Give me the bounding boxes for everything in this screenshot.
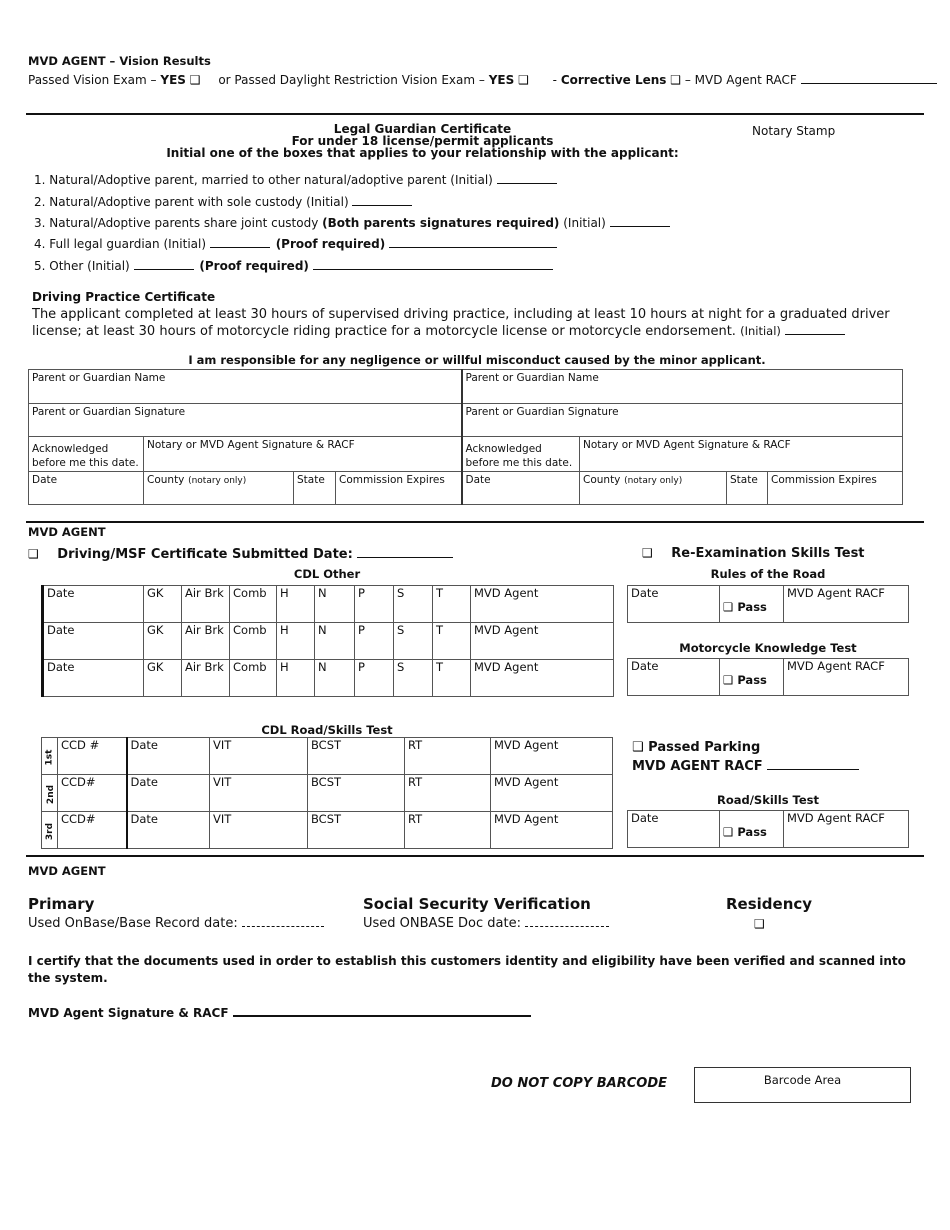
driving-msf-checkbox[interactable]: ❑ <box>28 547 39 561</box>
practice-title: Driving Practice Certificate <box>32 290 216 304</box>
field-label: Date <box>32 474 58 486</box>
initial-field[interactable] <box>785 323 845 335</box>
cell-label: CCD# <box>61 812 96 826</box>
cell-label: RT <box>408 812 423 826</box>
initial-field[interactable] <box>134 258 194 270</box>
cdl-cell-t[interactable] <box>433 586 471 623</box>
field-label: State <box>730 474 758 486</box>
cell-label: Date <box>47 660 75 674</box>
field-label: Notary or MVD Agent Signature & RACF <box>147 439 355 451</box>
county-field-2[interactable] <box>580 472 727 505</box>
rules-racf-field[interactable] <box>784 586 909 623</box>
driving-msf-row <box>28 546 453 562</box>
parking-racf-label: MVD AGENT RACF <box>632 759 763 774</box>
moto-date-field[interactable] <box>628 659 720 696</box>
field-label: Notary or MVD Agent Signature & RACF <box>583 439 791 451</box>
cdl-cell-s[interactable] <box>394 586 433 623</box>
table-row <box>42 775 613 812</box>
guardian-name-field-2[interactable] <box>462 370 903 404</box>
road-cell-bcst[interactable] <box>308 812 405 849</box>
both-parents-note: (Both parents signatures required) <box>322 216 560 230</box>
cell-label: Air Brk <box>185 660 224 674</box>
attempt-label <box>42 738 58 775</box>
pass-label: ❑ Pass <box>723 673 767 687</box>
table-row <box>43 586 614 623</box>
field-label: County <box>583 474 621 486</box>
field-label: Parent or Guardian Name <box>465 372 599 384</box>
attempt-ordinal: 1st <box>44 749 55 765</box>
cdl-cell-mvd-agent[interactable] <box>471 586 614 623</box>
guardian-name-field[interactable] <box>29 370 462 404</box>
cell-label: S <box>397 586 405 600</box>
guardian-instruction: Initial one of the boxes that applies to your relationship with the applicant: <box>166 146 679 160</box>
cell-label: MVD Agent <box>474 586 539 600</box>
cell-label: Comb <box>233 586 267 600</box>
signature-label: MVD Agent Signature & RACF <box>28 1006 229 1020</box>
field-label: Parent or Guardian Name <box>32 372 166 384</box>
cdl-cell-n[interactable] <box>315 660 355 697</box>
cell-label: RT <box>408 738 423 752</box>
parking-block <box>632 738 859 776</box>
agent-racf-field[interactable] <box>801 72 937 84</box>
cell-label: BCST <box>311 738 342 752</box>
agent-racf-label: – MVD Agent RACF <box>684 73 797 87</box>
cell-label: MVD Agent <box>494 738 559 752</box>
cdl-cell-gk[interactable] <box>144 586 182 623</box>
cdl-cell-mvd-agent[interactable] <box>471 660 614 697</box>
residency-title: Residency <box>726 895 813 913</box>
state-field-2[interactable] <box>727 472 768 505</box>
cell-label: GK <box>147 623 164 637</box>
reexam-row <box>642 546 865 561</box>
field-label: MVD Agent RACF <box>787 586 885 600</box>
cdl-cell-n[interactable] <box>315 586 355 623</box>
daylight-label: or Passed Daylight Restriction Vision Exam – <box>218 73 485 87</box>
field-label: Acknowledged before me this date. <box>32 443 139 469</box>
field-label: Commission Expires <box>771 474 877 486</box>
item-label: 4. Full legal guardian (Initial) <box>34 237 207 251</box>
cdl-cell-p[interactable] <box>355 586 394 623</box>
ccd-field[interactable] <box>58 812 127 849</box>
signature-row <box>28 1004 531 1020</box>
acknowledged-label <box>29 437 144 472</box>
yes-label-2: YES <box>488 73 515 87</box>
road-cell-mvd-agent[interactable] <box>491 775 613 812</box>
guardian-item-3 <box>34 215 670 230</box>
cell-label: MVD Agent <box>474 623 539 637</box>
corrective-lens-label: Corrective Lens <box>560 73 667 87</box>
cell-label: MVD Agent <box>494 812 559 826</box>
field-label: Parent or Guardian Signature <box>465 406 619 418</box>
cell-label: GK <box>147 586 164 600</box>
pass-label: ❑ Pass <box>723 825 767 839</box>
date-field-2[interactable] <box>462 472 580 505</box>
road-skills-rows <box>42 738 613 849</box>
field-label: Date <box>631 811 659 825</box>
proof-required-label: (Proof required) <box>275 237 386 251</box>
cell-label: RT <box>408 775 423 789</box>
cdl-cell-gk[interactable] <box>144 623 182 660</box>
guardian-signature-field[interactable] <box>29 404 462 437</box>
cdl-other-rows <box>43 586 614 697</box>
cell-label: Air Brk <box>185 623 224 637</box>
field-label: Parent or Guardian Signature <box>32 406 186 418</box>
road-skills-title: CDL Road/Skills Test <box>261 723 393 737</box>
primary-row <box>28 915 324 931</box>
cell-label: N <box>318 660 327 674</box>
road-skills-table <box>41 737 613 849</box>
cdl-cell-n[interactable] <box>315 623 355 660</box>
road-cell-vit[interactable] <box>210 812 308 849</box>
reexam-label: Re-Examination Skills Test <box>671 546 865 561</box>
road-skills-sub-title: Road/Skills Test <box>716 793 819 807</box>
pass-label: ❑ Pass <box>723 600 767 614</box>
driving-msf-label: Driving/MSF Certificate Submitted Date: <box>57 547 353 562</box>
road-skills-pass-table <box>627 810 909 848</box>
table-row <box>42 738 613 775</box>
ssv-row <box>363 915 609 931</box>
practice-line-2-text: license; at least 30 hours of motorcycle riding practice for a motorcycle license or motorcycle endorsement. <box>32 324 736 339</box>
cell-label: H <box>280 586 289 600</box>
moto-pass-checkbox[interactable] <box>720 659 784 696</box>
practice-text <box>32 306 890 340</box>
notary-signature-field[interactable] <box>144 437 462 472</box>
primary-block <box>28 895 324 931</box>
residency-checkbox[interactable]: ❑ <box>754 917 765 931</box>
verification-title: MVD AGENT <box>28 864 106 878</box>
cdl-cell-date[interactable] <box>43 623 144 660</box>
table-row <box>42 812 613 849</box>
cell-label: H <box>280 660 289 674</box>
moto-title: Motorcycle Knowledge Test <box>679 641 857 655</box>
vision-title: MVD AGENT – Vision Results <box>28 54 211 68</box>
ssv-block <box>363 895 609 931</box>
barcode-area-label: Barcode Area <box>763 1073 842 1087</box>
road-cell-mvd-agent[interactable] <box>491 738 613 775</box>
road-cell-rt[interactable] <box>405 812 491 849</box>
road-cell-bcst[interactable] <box>308 738 405 775</box>
attempt-label <box>42 775 58 812</box>
cell-label: GK <box>147 660 164 674</box>
daylight-checkbox[interactable]: ❑ <box>518 73 529 87</box>
county-field[interactable] <box>144 472 294 505</box>
proof-field[interactable] <box>313 258 553 270</box>
passed-vision-label: Passed Vision Exam – <box>28 73 157 87</box>
cdl-cell-air-brk[interactable] <box>182 660 230 697</box>
proof-field[interactable] <box>389 236 557 248</box>
cell-label: Comb <box>233 623 267 637</box>
cell-label: CCD# <box>61 775 96 789</box>
guardian-header <box>150 123 695 159</box>
cell-label: Date <box>47 586 75 600</box>
yes-label: YES <box>160 73 186 87</box>
initial-field[interactable] <box>610 215 670 227</box>
road-cell-vit[interactable] <box>210 738 308 775</box>
ssv-used-label: Used ONBASE Doc date: <box>363 916 521 931</box>
guardian-signature-field-2[interactable] <box>462 404 903 437</box>
attempt-ordinal: 3rd <box>45 822 56 840</box>
initial-label: (Initial) <box>740 324 781 338</box>
primary-title: Primary <box>28 895 95 913</box>
vision-row <box>28 72 937 87</box>
table-row <box>43 660 614 697</box>
corrective-prefix: - <box>552 73 557 87</box>
field-label: MVD Agent RACF <box>787 659 885 673</box>
certify-statement: I certify that the documents used in order to establish this customers identity and eligibility have been verified and scanned into the system. <box>28 954 906 985</box>
cell-label: Comb <box>233 660 267 674</box>
initial-field[interactable] <box>210 236 270 248</box>
corrective-lens-checkbox[interactable]: ❑ <box>670 73 682 87</box>
moto-table <box>627 658 909 696</box>
divider <box>26 855 924 857</box>
cell-label: Date <box>130 812 158 826</box>
cell-label: T <box>436 586 444 600</box>
cdl-cell-s[interactable] <box>394 623 433 660</box>
field-label: Date <box>631 586 659 600</box>
attempt-ordinal: 2nd <box>46 784 57 804</box>
rules-date-field[interactable] <box>628 586 720 623</box>
cell-label: BCST <box>311 812 342 826</box>
cell-label: Date <box>130 775 158 789</box>
item-label: 5. Other (Initial) <box>34 259 130 273</box>
cdl-cell-h[interactable] <box>277 660 315 697</box>
guardian-title: Legal Guardian Certificate <box>333 122 512 136</box>
cdl-cell-date[interactable] <box>43 586 144 623</box>
do-not-copy-warning: DO NOT COPY BARCODE <box>491 1076 667 1091</box>
cell-label: BCST <box>311 775 342 789</box>
cdl-cell-t[interactable] <box>433 623 471 660</box>
parking-racf-field[interactable] <box>767 758 859 770</box>
cdl-cell-h[interactable] <box>277 623 315 660</box>
agent-section-title: MVD AGENT <box>28 525 106 539</box>
rules-title: Rules of the Road <box>710 567 826 581</box>
field-label: County <box>147 474 185 486</box>
cdl-cell-s[interactable] <box>394 660 433 697</box>
notary-stamp-label: Notary Stamp <box>752 124 836 138</box>
notary-only-note: (notary only) <box>624 476 683 486</box>
cell-label: Date <box>130 738 158 752</box>
cdl-cell-t[interactable] <box>433 660 471 697</box>
ccd-field[interactable] <box>58 738 127 775</box>
driving-msf-date-field[interactable] <box>357 546 453 558</box>
road-cell-date[interactable] <box>127 775 210 812</box>
cell-label: T <box>436 660 444 674</box>
cdl-cell-h[interactable] <box>277 586 315 623</box>
cell-label: P <box>358 586 365 600</box>
cell-label: P <box>358 623 365 637</box>
state-field[interactable] <box>294 472 336 505</box>
cdl-cell-comb[interactable] <box>230 660 277 697</box>
road-racf-field[interactable] <box>784 811 909 848</box>
item-label: 1. Natural/Adoptive parent, married to other natural/adoptive parent (Initial) <box>34 173 493 187</box>
field-label: MVD Agent RACF <box>787 811 885 825</box>
moto-racf-field[interactable] <box>784 659 909 696</box>
ccd-field[interactable] <box>58 775 127 812</box>
passed-parking-checkbox[interactable]: ❑ Passed Parking <box>632 740 761 755</box>
cell-label: VIT <box>213 775 232 789</box>
date-field[interactable] <box>29 472 144 505</box>
cdl-cell-date[interactable] <box>43 660 144 697</box>
attempt-label <box>42 812 58 849</box>
field-label: Commission Expires <box>339 474 445 486</box>
practice-line-1: The applicant completed at least 30 hours of supervised driving practice, including at least 10 hours at night for a graduated driver <box>32 307 890 322</box>
cell-label: T <box>436 623 444 637</box>
practice-line-2 <box>32 323 890 340</box>
road-cell-rt[interactable] <box>405 775 491 812</box>
item-label: 3. Natural/Adoptive parents share joint custody <box>34 216 319 230</box>
ssv-title: Social Security Verification <box>363 895 591 913</box>
guardian-item-4 <box>34 236 557 251</box>
cell-label: VIT <box>213 738 232 752</box>
field-label: Date <box>631 659 659 673</box>
guardian-item-2 <box>34 194 412 209</box>
cdl-cell-comb[interactable] <box>230 586 277 623</box>
road-cell-bcst[interactable] <box>308 775 405 812</box>
passed-vision-checkbox[interactable]: ❑ <box>189 73 201 87</box>
cdl-other-title: CDL Other <box>293 567 361 581</box>
guardian-item-1 <box>34 172 557 187</box>
road-date-field[interactable] <box>628 811 720 848</box>
divider <box>26 521 924 523</box>
parking-racf-row <box>632 757 859 776</box>
road-cell-vit[interactable] <box>210 775 308 812</box>
ssv-date-field[interactable] <box>525 915 609 927</box>
cell-label: Air Brk <box>185 586 224 600</box>
cell-label: H <box>280 623 289 637</box>
cell-label: S <box>397 660 405 674</box>
cell-label: N <box>318 586 327 600</box>
cell-label: Date <box>47 623 75 637</box>
cdl-cell-p[interactable] <box>355 660 394 697</box>
cdl-other-table <box>41 585 614 697</box>
field-label: Date <box>465 474 491 486</box>
item-label: 2. Natural/Adoptive parent with sole custody (Initial) <box>34 195 349 209</box>
guardian-item-5 <box>34 258 553 273</box>
cdl-cell-p[interactable] <box>355 623 394 660</box>
table-row <box>43 623 614 660</box>
cdl-cell-comb[interactable] <box>230 623 277 660</box>
cell-label: N <box>318 623 327 637</box>
notary-only-note: (notary only) <box>188 476 247 486</box>
rules-table <box>627 585 909 623</box>
barcode-area <box>694 1067 911 1103</box>
primary-used-label: Used OnBase/Base Record date: <box>28 916 238 931</box>
road-cell-rt[interactable] <box>405 738 491 775</box>
divider <box>26 113 924 115</box>
cdl-cell-air-brk[interactable] <box>182 586 230 623</box>
primary-date-field[interactable] <box>242 915 324 927</box>
cell-label: CCD # <box>61 738 100 752</box>
initial-field[interactable] <box>352 194 412 206</box>
cdl-cell-mvd-agent[interactable] <box>471 623 614 660</box>
residency-block <box>726 895 812 931</box>
rules-pass-checkbox[interactable] <box>720 586 784 623</box>
cell-label: S <box>397 623 405 637</box>
field-label: State <box>297 474 325 486</box>
signature-field[interactable] <box>233 1004 531 1017</box>
notary-signature-field-2[interactable] <box>580 437 903 472</box>
guardian-table <box>28 369 903 505</box>
commission-field[interactable] <box>336 472 462 505</box>
road-cell-date[interactable] <box>127 812 210 849</box>
acknowledged-label-2 <box>462 437 580 472</box>
responsibility-statement: I am responsible for any negligence or willful misconduct caused by the minor applicant. <box>188 353 766 367</box>
proof-required-label: (Proof required) <box>199 259 309 273</box>
cell-label: MVD Agent <box>474 660 539 674</box>
guardian-subtitle: For under 18 license/permit applicants <box>291 134 554 148</box>
road-cell-mvd-agent[interactable] <box>491 812 613 849</box>
road-cell-date[interactable] <box>127 738 210 775</box>
cell-label: P <box>358 660 365 674</box>
field-label: Acknowledged before me this date. <box>465 443 573 469</box>
cell-label: VIT <box>213 812 232 826</box>
cdl-cell-gk[interactable] <box>144 660 182 697</box>
initial-field[interactable] <box>497 172 557 184</box>
road-pass-checkbox[interactable] <box>720 811 784 848</box>
reexam-checkbox[interactable]: ❑ <box>642 546 653 560</box>
cell-label: MVD Agent <box>494 775 559 789</box>
cdl-cell-air-brk[interactable] <box>182 623 230 660</box>
commission-field-2[interactable] <box>768 472 903 505</box>
initial-label: (Initial) <box>563 216 606 230</box>
